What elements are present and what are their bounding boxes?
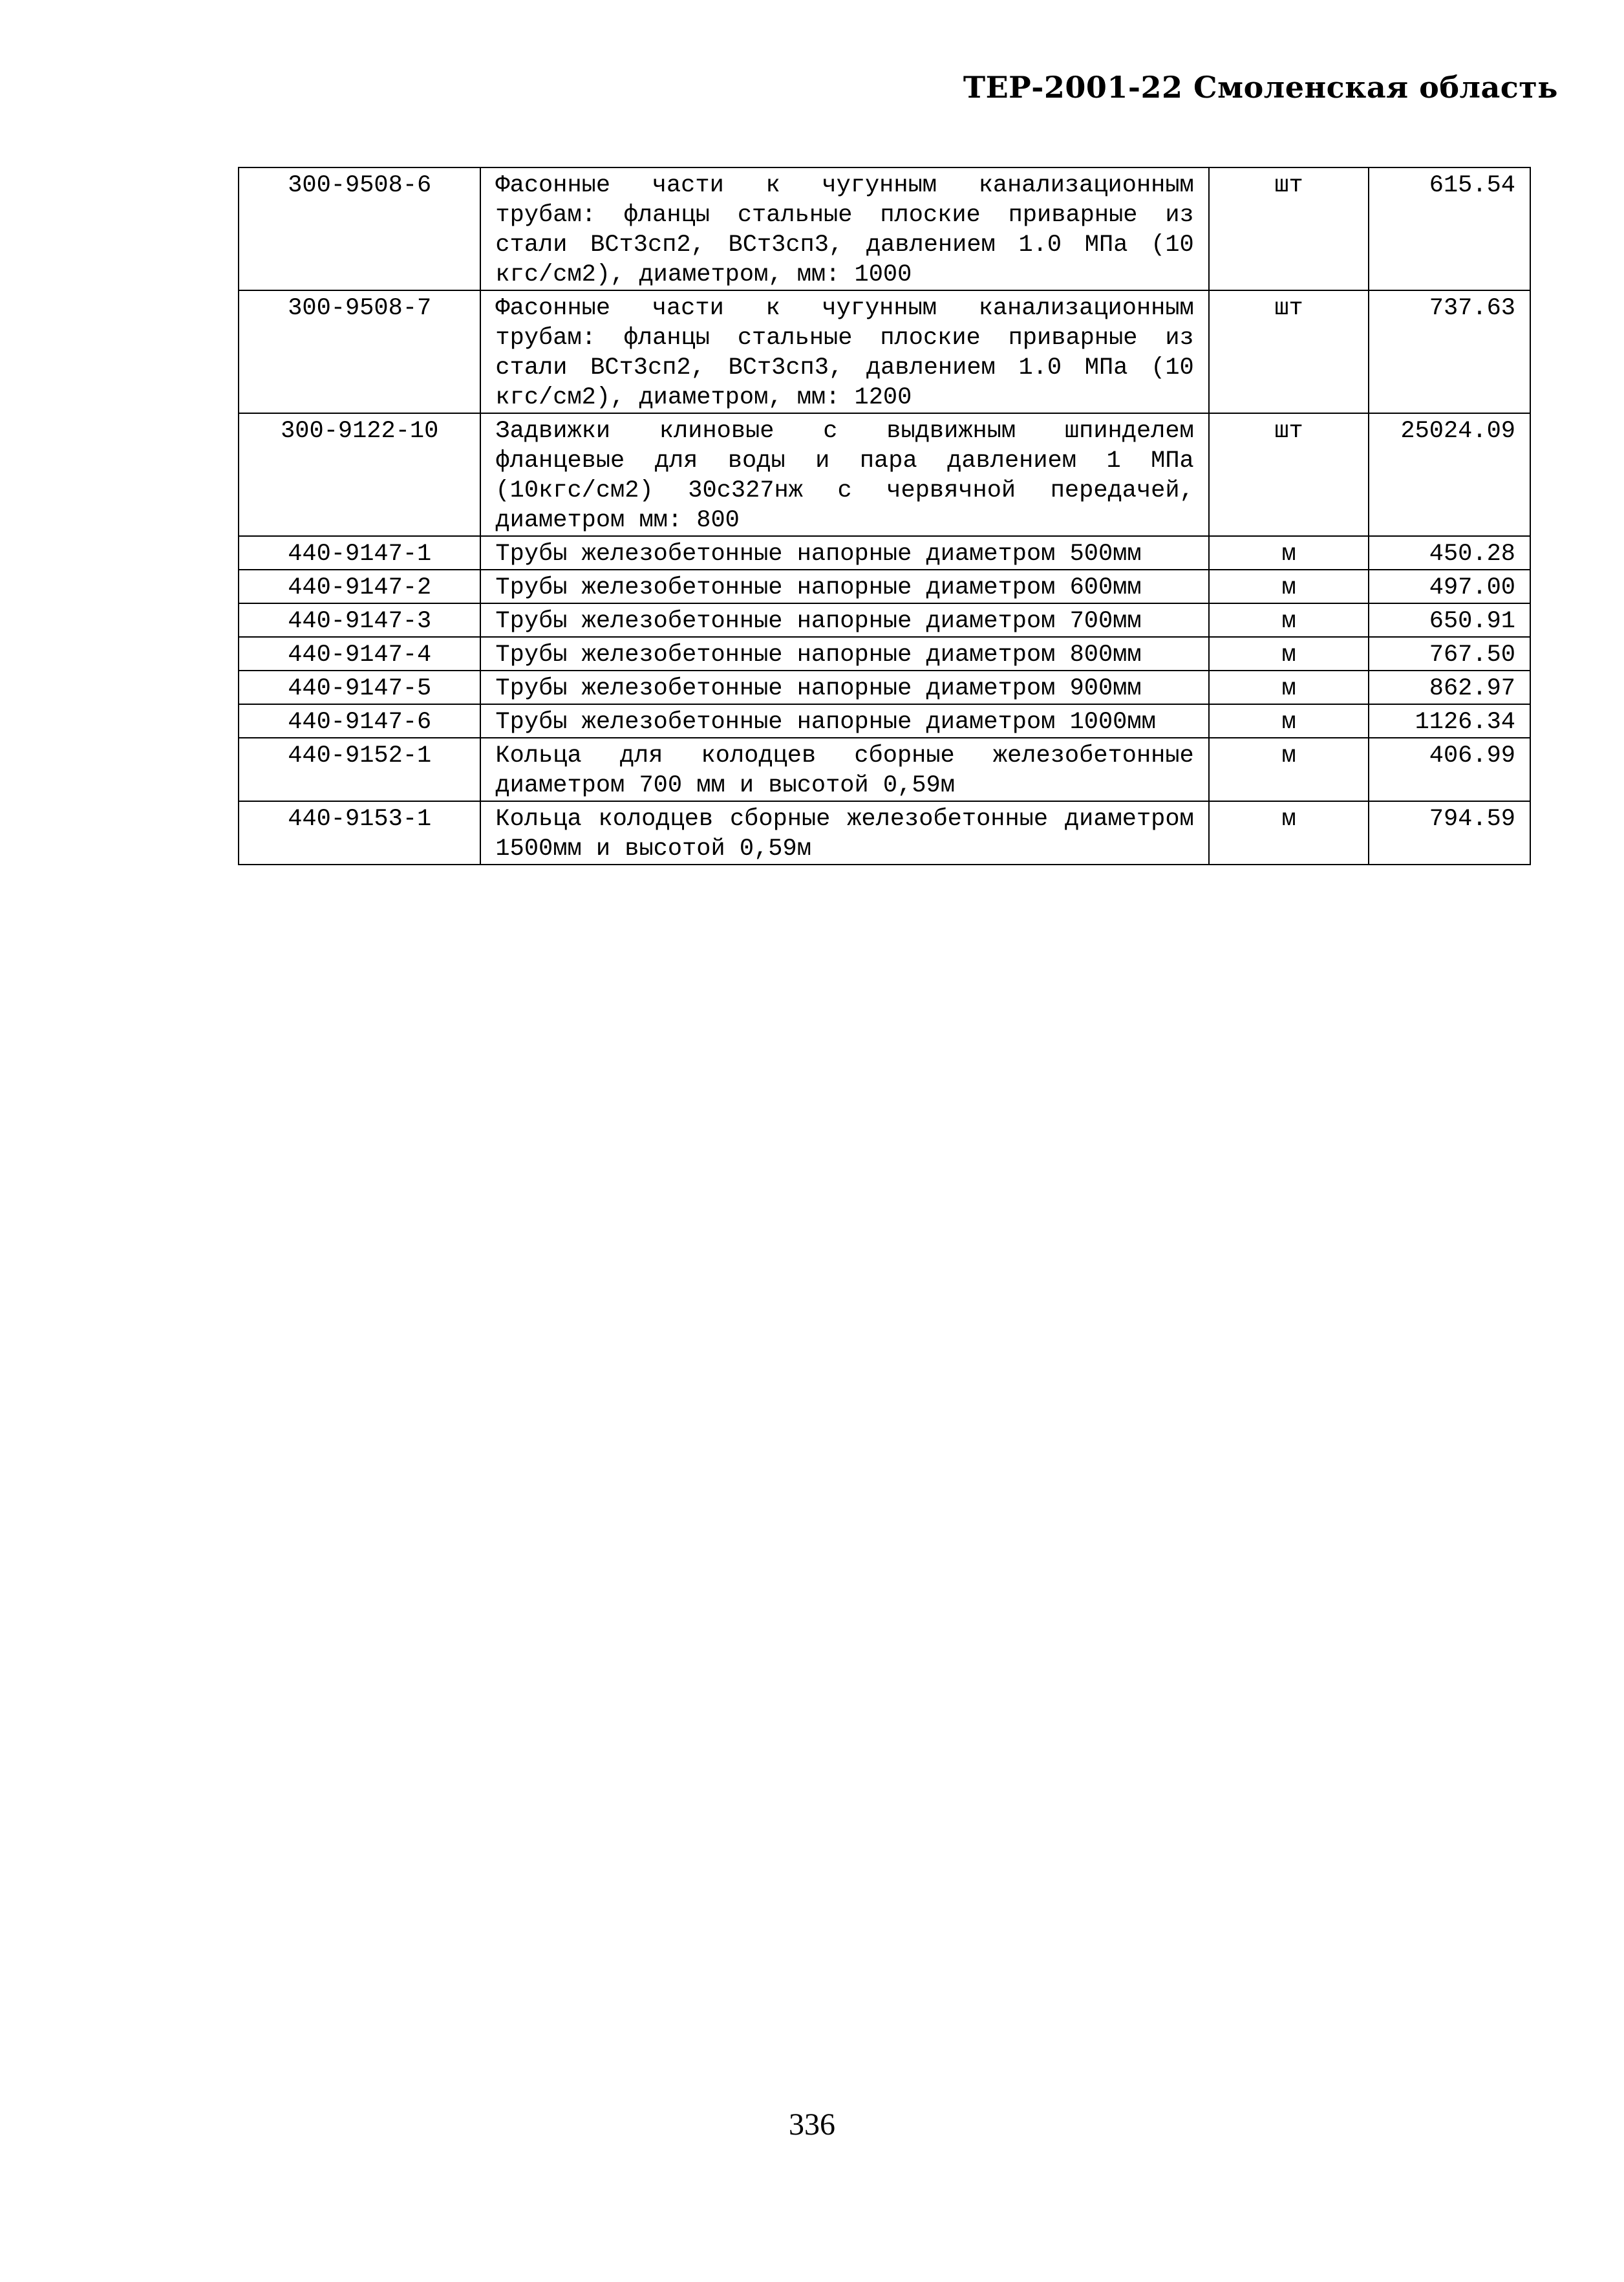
row-price: 497.00 bbox=[1369, 570, 1530, 603]
row-price: 25024.09 bbox=[1369, 413, 1530, 536]
row-description: Кольца колодцев сборные железобетонные диаметром 1500мм и высотой 0,59м bbox=[480, 801, 1208, 865]
row-unit: м bbox=[1209, 801, 1369, 865]
row-code: 440-9147-1 bbox=[239, 536, 480, 570]
row-price: 450.28 bbox=[1369, 536, 1530, 570]
row-description: Трубы железобетонные напорные диаметром 1000мм bbox=[480, 704, 1208, 738]
table-row bbox=[239, 704, 1530, 738]
row-unit: шт bbox=[1209, 167, 1369, 290]
row-code: 300-9508-6 bbox=[239, 167, 480, 290]
row-description: Трубы железобетонные напорные диаметром 600мм bbox=[480, 570, 1208, 603]
table-row bbox=[239, 801, 1530, 865]
row-code: 440-9147-4 bbox=[239, 637, 480, 671]
row-description: Фасонные части к чугунным канализационным трубам: фланцы стальные плоские приварные из стали ВСт3сп2, ВСт3сп3, давлением 1.0 МПа (10 кгс/см2), диаметром, мм: 1200 bbox=[480, 290, 1208, 413]
row-price: 737.63 bbox=[1369, 290, 1530, 413]
row-description: Фасонные части к чугунным канализационным трубам: фланцы стальные плоские приварные из стали ВСт3сп2, ВСт3сп3, давлением 1.0 МПа (10 кгс/см2), диаметром, мм: 1000 bbox=[480, 167, 1208, 290]
row-unit: м bbox=[1209, 603, 1369, 637]
row-price: 1126.34 bbox=[1369, 704, 1530, 738]
table-row bbox=[239, 413, 1530, 536]
table-row bbox=[239, 637, 1530, 671]
row-description: Задвижки клиновые с выдвижным шпинделем фланцевые для воды и пара давлением 1 МПа (10кгс/см2) 30с327нж с червячной передачей, диаметром мм: 800 bbox=[480, 413, 1208, 536]
table-row bbox=[239, 738, 1530, 801]
table-row bbox=[239, 536, 1530, 570]
row-price: 650.91 bbox=[1369, 603, 1530, 637]
row-unit: м bbox=[1209, 671, 1369, 704]
row-code: 440-9147-2 bbox=[239, 570, 480, 603]
row-description: Трубы железобетонные напорные диаметром 900мм bbox=[480, 671, 1208, 704]
table-row bbox=[239, 570, 1530, 603]
row-code: 440-9147-6 bbox=[239, 704, 480, 738]
row-price: 794.59 bbox=[1369, 801, 1530, 865]
table-row bbox=[239, 603, 1530, 637]
row-unit: шт bbox=[1209, 290, 1369, 413]
row-description: Трубы железобетонные напорные диаметром 700мм bbox=[480, 603, 1208, 637]
table-row bbox=[239, 671, 1530, 704]
row-unit: м bbox=[1209, 637, 1369, 671]
row-unit: м bbox=[1209, 704, 1369, 738]
row-code: 300-9122-10 bbox=[239, 413, 480, 536]
row-unit: м bbox=[1209, 738, 1369, 801]
row-code: 440-9153-1 bbox=[239, 801, 480, 865]
row-unit: м bbox=[1209, 536, 1369, 570]
document-header-title: ТЕР-2001-22 Смоленская область bbox=[963, 70, 1558, 105]
row-price: 767.50 bbox=[1369, 637, 1530, 671]
row-price: 862.97 bbox=[1369, 671, 1530, 704]
row-description: Кольца для колодцев сборные железобетонные диаметром 700 мм и высотой 0,59м bbox=[480, 738, 1208, 801]
row-unit: м bbox=[1209, 570, 1369, 603]
row-code: 300-9508-7 bbox=[239, 290, 480, 413]
table-row bbox=[239, 290, 1530, 413]
row-code: 440-9152-1 bbox=[239, 738, 480, 801]
row-price: 615.54 bbox=[1369, 167, 1530, 290]
row-price: 406.99 bbox=[1369, 738, 1530, 801]
row-description: Трубы железобетонные напорные диаметром 500мм bbox=[480, 536, 1208, 570]
row-code: 440-9147-3 bbox=[239, 603, 480, 637]
page-number: 336 bbox=[789, 2107, 835, 2142]
row-unit: шт bbox=[1209, 413, 1369, 536]
row-code: 440-9147-5 bbox=[239, 671, 480, 704]
row-description: Трубы железобетонные напорные диаметром 800мм bbox=[480, 637, 1208, 671]
table-row bbox=[239, 167, 1530, 290]
price-table bbox=[238, 167, 1531, 865]
